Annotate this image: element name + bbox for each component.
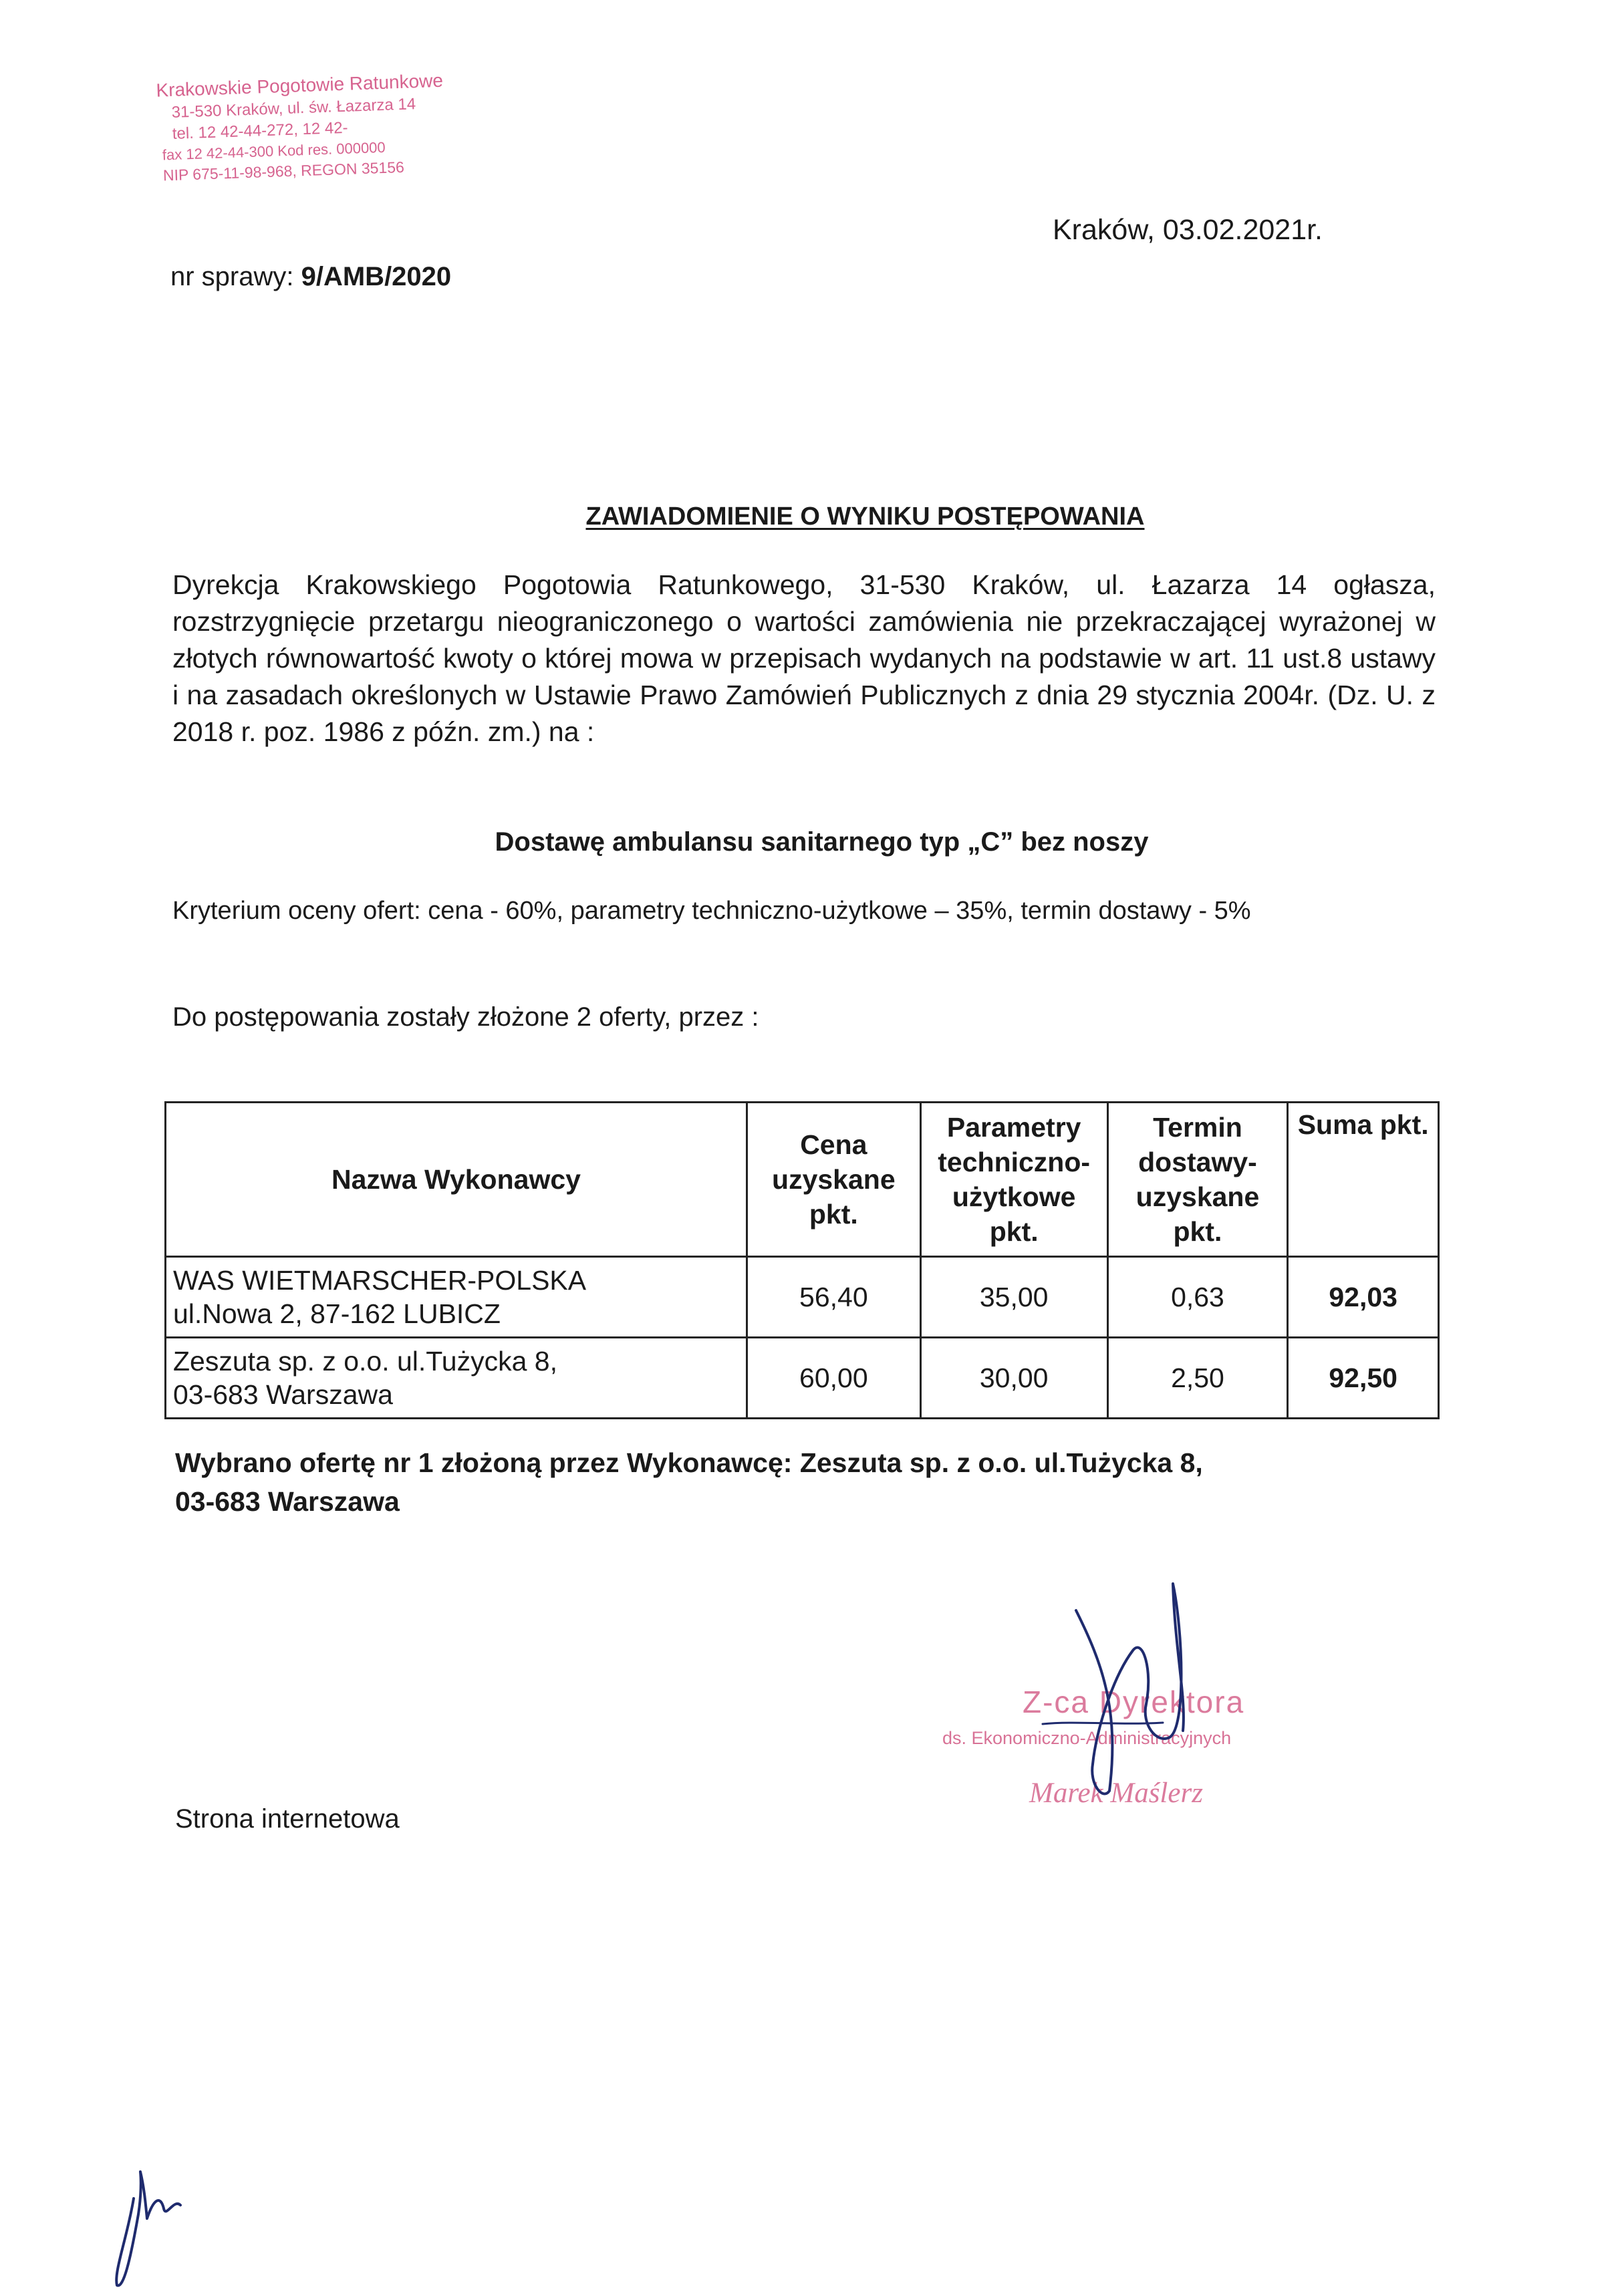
price-points: 56,40	[747, 1257, 920, 1338]
column-header-parameters: Parametry techniczno-użytkowe pkt.	[920, 1103, 1107, 1257]
signatory-name: Marek Maślerz	[1029, 1777, 1203, 1809]
case-number: 9/AMB/2020	[301, 262, 452, 291]
table-row	[166, 1338, 1439, 1419]
case-number-line	[170, 262, 451, 292]
stamp-line: 31-530 Kraków, ul. św. Łazarza 14	[171, 95, 416, 122]
procurement-subject-row	[0, 827, 1610, 857]
parameters-points: 30,00	[920, 1338, 1107, 1419]
contractor-address: ul.Nowa 2, 87-162 LUBICZ	[173, 1298, 501, 1329]
stamp-line: fax 12 42-44-300 Kod res. 000000	[162, 138, 386, 164]
delivery-points: 0,63	[1107, 1257, 1288, 1338]
parameters-points: 35,00	[920, 1257, 1107, 1338]
offers-intro: Do postępowania zostały złożone 2 oferty, przez :	[172, 1002, 759, 1032]
column-header-contractor: Nazwa Wykonawcy	[166, 1103, 747, 1257]
stamp-line: tel. 12 42-44-272, 12 42-	[172, 118, 348, 143]
column-header-price: Cena uzyskane pkt.	[747, 1103, 920, 1257]
contractor-name: Zeszuta sp. z o.o. ul.Tużycka 8,	[173, 1346, 558, 1377]
table-header-row	[166, 1103, 1439, 1257]
table-row	[166, 1257, 1439, 1338]
selected-offer-line: Wybrano ofertę nr 1 złożoną przez Wykonawcę: Zeszuta sp. z o.o. ul.Tużycka 8,	[175, 1447, 1203, 1478]
handwritten-signature	[1002, 1570, 1230, 1811]
delivery-points: 2,50	[1107, 1338, 1288, 1419]
stamp-line: Krakowskie Pogotowie Ratunkowe	[155, 69, 444, 101]
contractor-cell	[166, 1338, 747, 1419]
institution-stamp	[150, 66, 555, 185]
contractor-cell	[166, 1257, 747, 1338]
contractor-address: 03-683 Warszawa	[173, 1379, 393, 1410]
selected-offer-line: 03-683 Warszawa	[175, 1486, 400, 1517]
distribution-note: Strona internetowa	[175, 1804, 400, 1834]
stamp-line: NIP 675-11-98-968, REGON 35156	[162, 158, 405, 184]
selected-offer	[175, 1443, 1445, 1521]
document-title: ZAWIADOMIENIE O WYNIKU POSTĘPOWANIA	[585, 503, 1145, 531]
procurement-subject: Dostawę ambulansu sanitarnego typ „C” bez noszy	[495, 827, 1149, 857]
signatory-department: ds. Ekonomiczno-Administracyjnych	[942, 1728, 1232, 1748]
sum-points: 92,03	[1288, 1257, 1439, 1338]
signatory-title: Z-ca Dyrektora	[1023, 1685, 1245, 1719]
intro-paragraph: Dyrekcja Krakowskiego Pogotowia Ratunkowego, 31-530 Kraków, ul. Łazarza 14 ogłasza, rozstrzygnięcie przetargu nieograniczonego o wartości zamówienia nie przekraczającej wyrażonej w złotych równowartość kwoty o której mowa w przepisach wydanych na podstawie w art. 11 ust.8 ustawy i na zasadach określonych w Ustawie Prawo Zamówień Publicznych z dnia 29 stycznia 2004r. (Dz. U. z 2018 r. poz. 1986 z późn. zm.) na :	[172, 569, 1436, 747]
handwritten-initials	[100, 2158, 207, 2292]
contractor-name: WAS WIETMARSCHER-POLSKA	[173, 1265, 587, 1296]
column-header-sum: Suma pkt.	[1288, 1103, 1439, 1257]
document-title-row	[0, 503, 1610, 531]
column-header-delivery: Termin dostawy-uzyskane pkt.	[1107, 1103, 1288, 1257]
price-points: 60,00	[747, 1338, 920, 1419]
case-number-label: nr sprawy:	[170, 262, 301, 291]
document-date: Kraków, 03.02.2021r.	[1053, 214, 1323, 246]
evaluation-criteria: Kryterium oceny ofert: cena - 60%, parametry techniczno-użytkowe – 35%, termin dostawy - 5%	[172, 897, 1251, 925]
sum-points: 92,50	[1288, 1338, 1439, 1419]
results-table	[164, 1101, 1440, 1419]
